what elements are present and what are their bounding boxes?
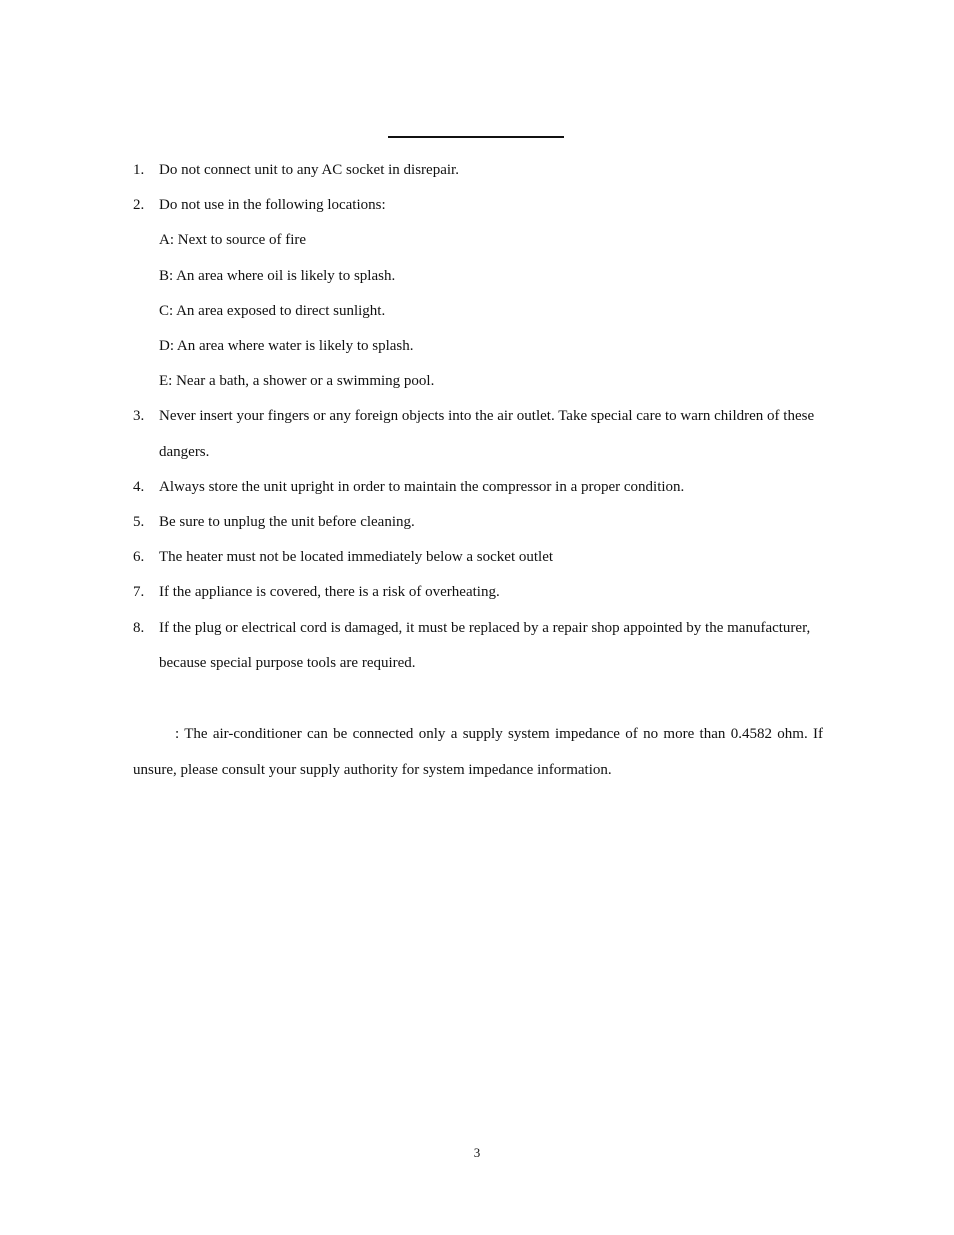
item-number: 6. [133, 549, 145, 566]
list-item [133, 470, 823, 505]
location-subitem: A: Next to source of fire [159, 232, 307, 249]
item-text: The heater must not be located immediately below a socket outlet [159, 549, 554, 566]
item-text: Be sure to unplug the unit before cleaning. [159, 514, 415, 531]
title-underline [388, 136, 564, 138]
list-item [133, 153, 823, 188]
item-number: 5. [133, 514, 145, 531]
item-number: 2. [133, 197, 145, 214]
safety-instructions-list [133, 153, 823, 681]
item-text: If the appliance is covered, there is a risk of overheating. [159, 584, 500, 601]
item-number: 8. [133, 619, 145, 636]
location-subitem: C: An area exposed to direct sunlight. [159, 302, 386, 319]
page-number: 3 [473, 1145, 481, 1160]
item-text: If the plug or electrical cord is damaged, it must be replaced by a repair shop appointed by the manufacturer, because special purpose tools are required. [159, 619, 811, 671]
item-text: Never insert your fingers or any foreign objects into the air outlet. Take special care to warn children of these dangers. [159, 408, 815, 460]
item-text: Do not use in the following locations: [159, 197, 386, 214]
list-item [133, 540, 823, 575]
list-item [133, 188, 823, 399]
item-number: 1. [133, 162, 145, 178]
list-item [133, 575, 823, 610]
location-subitem: E: Near a bath, a shower or a swimming pool. [159, 373, 435, 390]
impedance-note: : The air-conditioner can be connected only a supply system impedance of no more than 0.4582 ohm. If unsure, please consult your supply authority for system impedance information. [133, 726, 823, 778]
list-item [133, 505, 823, 540]
list-item [133, 611, 823, 681]
location-subitem: B: An area where oil is likely to splash. [159, 267, 396, 284]
item-text: Do not connect unit to any AC socket in disrepair. [159, 162, 459, 178]
item-number: 4. [133, 478, 145, 495]
location-subitem: D: An area where water is likely to splash. [159, 338, 414, 355]
list-item [133, 399, 823, 469]
item-number: 3. [133, 408, 145, 425]
item-text: Always store the unit upright in order to maintain the compressor in a proper condition. [159, 478, 685, 495]
item-number: 7. [133, 584, 145, 601]
